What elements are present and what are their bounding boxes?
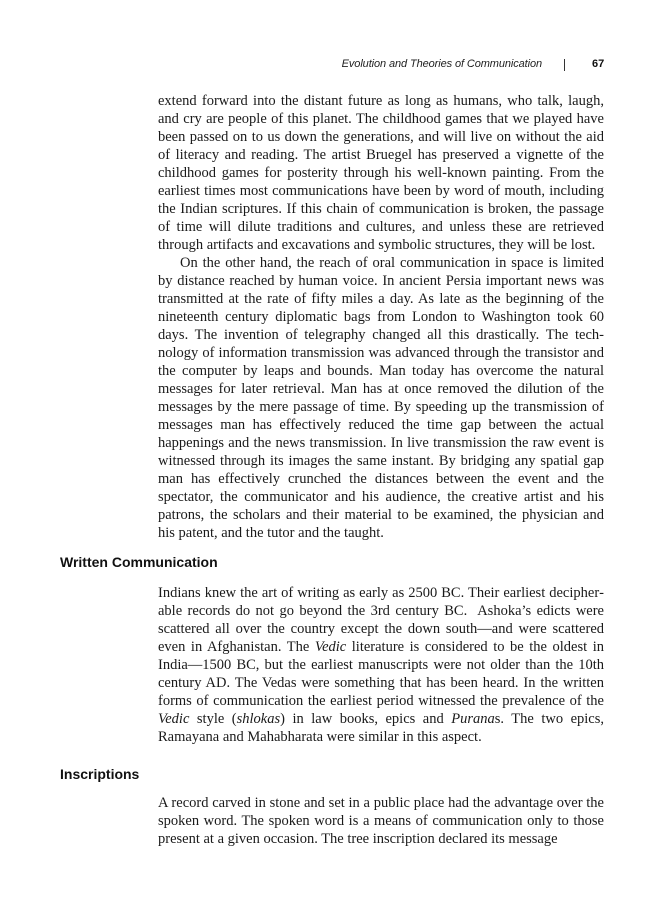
inscriptions-section	[158, 794, 604, 848]
text-run: literature is considered to be the oldest in India—1500 BC, but the earliest manuscripts were not older than the 10th century AD. The Vedas were something that has been heard. In the written forms of communication the earliest period witnessed the prevalence of the	[158, 639, 604, 709]
text-run: style (	[189, 711, 237, 727]
section-heading-inscriptions: Inscriptions	[60, 766, 140, 782]
body-paragraph: A record carved in stone and set in a public place had the advantage over the spoken word. The spoken word is a means of communication only to those present at a given occasion. The tree inscription declared its message	[158, 795, 604, 847]
running-title: Evolution and Theories of Communication	[341, 58, 542, 70]
body-paragraph: extend forward into the distant future as long as humans, who talk, laugh, and cry are people of this planet. The childhood games that we played have been passed on to us down the generations, and will live on without the aid of literacy and reading. The artist Bruegel has preserved a vignette of the childhood games for posterity through his well-known painting. From the earliest times most communications have been by word of mouth, including the Indian scriptures. If this chain of communication is broken, the passage of time will dilute traditions and cultures, and unless these are retrieved through artifacts and excavations and symbolic structures, they will be lost.	[158, 93, 604, 253]
body-paragraph	[158, 584, 604, 746]
intro-section	[158, 92, 604, 542]
italic-term: shlokas	[236, 711, 281, 727]
italic-term: Purana	[451, 711, 495, 727]
text-run: s. The two epics, Ramayana and Mahabharata were similar in this aspect.	[158, 711, 604, 745]
text-run: Indians knew the art of writing as early as 2500 BC. Their earliest decipherable records do not go beyond the 3rd century BC. Ashoka’s edicts were scattered all over the country except the down south—and were scattered even in Afghanistan. The	[158, 585, 604, 655]
written-communication-section	[158, 584, 604, 746]
body-paragraph: On the other hand, the reach of oral communication in space is limited by distance reached by human voice. In ancient Persia important news was transmitted at the rate of fifty miles a day. As late as the beginning of the nineteenth century diplomatic bags from London to Washington took 60 days. The invention of telegraphy changed all this drastically. The technology of information transmission was advanced through the transistor and the computer by leaps and bounds. Man today has overcome the natural messages for later retrieval. Man has at once removed the dilution of the messages by the mere passage of time. By speeding up the transmission of messages man has effectively reduced the time gap between the actual happenings and the news transmission. In live transmission the raw event is witnessed through its images the same instant. By bridging any spatial gap man has effectively crunched the distances between the event and the spectator, the communicator and his audience, the creative artist and his patrons, the scholars and their material to be examined, the physician and his patent, and the tutor and the taught.	[158, 255, 604, 541]
running-header	[0, 58, 661, 76]
italic-term: Vedic	[314, 639, 347, 655]
header-divider	[564, 59, 565, 71]
page-number: 67	[592, 58, 605, 70]
section-heading-written-communication: Written Communication	[60, 554, 218, 570]
text-run: ) in law books, epics and	[280, 711, 452, 727]
italic-term: Vedic	[158, 711, 190, 727]
